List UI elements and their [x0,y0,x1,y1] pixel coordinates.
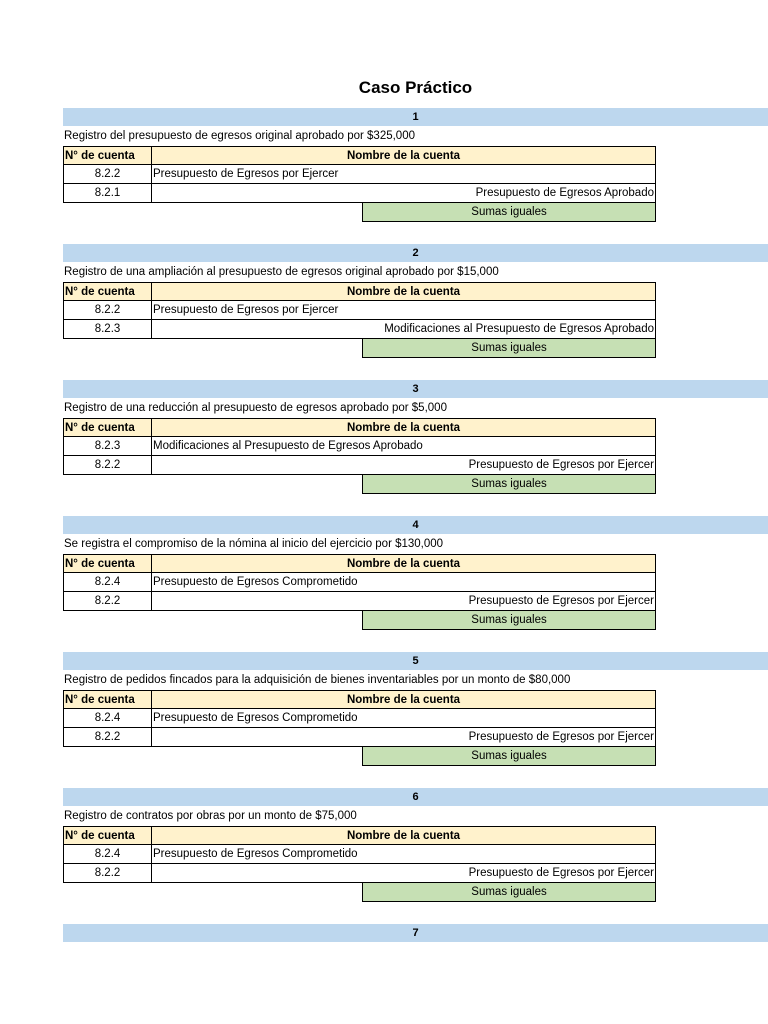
account-name-cell: Presupuesto de Egresos por Ejercer [152,592,656,611]
sums-equal-cell: Sumas iguales [362,339,656,358]
case-number-band: 4 [63,516,768,534]
account-number-cell: 8.2.4 [63,709,152,728]
case-section-1 [63,108,768,222]
table-row-debit [63,845,656,864]
table-header-row [63,554,656,573]
journal-table [63,826,656,902]
case-description: Registro del presupuesto de egresos original aprobado por $325,000 [64,130,415,142]
table-header-row [63,690,656,709]
case-description: Se registra el compromiso de la nómina al inicio del ejercicio por $130,000 [64,538,444,550]
account-number-cell: 8.2.2 [63,165,152,184]
case-number-band: 2 [63,244,768,262]
page-title: Caso Práctico [358,78,473,97]
case-description: Registro de una reducción al presupuesto de egresos aprobado por $5,000 [64,402,447,414]
journal-table [63,282,656,358]
journal-table [63,146,656,222]
account-name-header: Nombre de la cuenta [152,826,656,845]
account-number-cell: 8.2.2 [63,456,152,475]
table-header-row [63,418,656,437]
account-number-cell: 8.2.2 [63,864,152,883]
table-row-credit [63,864,656,883]
account-name-header: Nombre de la cuenta [152,690,656,709]
account-name-cell: Presupuesto de Egresos Comprometido [152,845,656,864]
account-name-header: Nombre de la cuenta [152,282,656,301]
account-name-cell: Presupuesto de Egresos por Ejercer [152,165,656,184]
table-row-debit [63,437,656,456]
table-header-row [63,146,656,165]
account-name-cell: Presupuesto de Egresos por Ejercer [152,864,656,883]
journal-table [63,418,656,494]
journal-table [63,690,656,766]
account-number-header: N° de cuenta [63,690,152,709]
account-name-cell: Presupuesto de Egresos por Ejercer [152,301,656,320]
account-name-cell: Presupuesto de Egresos por Ejercer [152,728,656,747]
case-number-band: 5 [63,652,768,670]
table-row-credit [63,728,656,747]
table-row-credit [63,184,656,203]
case-description: Registro de una ampliación al presupuesto de egresos original aprobado por $15,000 [64,266,499,278]
table-row-debit [63,709,656,728]
case-section-5 [63,652,768,766]
account-name-cell: Modificaciones al Presupuesto de Egresos Aprobado [152,320,656,339]
sums-equal-cell: Sumas iguales [362,747,656,766]
table-row-debit [63,165,656,184]
account-name-cell: Modificaciones al Presupuesto de Egresos Aprobado [152,437,656,456]
case-description: Registro de pedidos fincados para la adquisición de bienes inventariables por un monto de $80,000 [64,674,571,686]
case-section-2 [63,244,768,358]
account-number-cell: 8.2.4 [63,573,152,592]
account-name-cell: Presupuesto de Egresos Comprometido [152,709,656,728]
account-number-header: N° de cuenta [63,282,152,301]
table-row-credit [63,320,656,339]
account-name-cell: Presupuesto de Egresos Comprometido [152,573,656,592]
account-name-cell: Presupuesto de Egresos Aprobado [152,184,656,203]
account-name-header: Nombre de la cuenta [152,146,656,165]
account-number-cell: 8.2.4 [63,845,152,864]
case-number-band: 1 [63,108,768,126]
sums-equal-cell: Sumas iguales [362,883,656,902]
account-number-cell: 8.2.2 [63,728,152,747]
account-number-header: N° de cuenta [63,826,152,845]
sums-equal-cell: Sumas iguales [362,611,656,630]
account-number-cell: 8.2.2 [63,301,152,320]
case-number-band: 3 [63,380,768,398]
account-name-cell: Presupuesto de Egresos por Ejercer [152,456,656,475]
account-number-header: N° de cuenta [63,146,152,165]
table-header-row [63,826,656,845]
account-number-cell: 8.2.3 [63,320,152,339]
case-section-3 [63,380,768,494]
table-row-credit [63,592,656,611]
account-number-cell: 8.2.2 [63,592,152,611]
account-number-cell: 8.2.3 [63,437,152,456]
case-number-band: 7 [63,924,768,942]
case-section-6 [63,788,768,902]
case-description: Registro de contratos por obras por un monto de $75,000 [64,810,357,822]
table-row-debit [63,573,656,592]
account-number-header: N° de cuenta [63,554,152,573]
account-number-header: N° de cuenta [63,418,152,437]
sums-equal-cell: Sumas iguales [362,475,656,494]
table-row-credit [63,456,656,475]
table-row-debit [63,301,656,320]
sums-equal-cell: Sumas iguales [362,203,656,222]
case-section-7 [63,924,768,942]
case-section-4 [63,516,768,630]
account-number-cell: 8.2.1 [63,184,152,203]
account-name-header: Nombre de la cuenta [152,554,656,573]
account-name-header: Nombre de la cuenta [152,418,656,437]
table-header-row [63,282,656,301]
case-number-band: 6 [63,788,768,806]
journal-table [63,554,656,630]
